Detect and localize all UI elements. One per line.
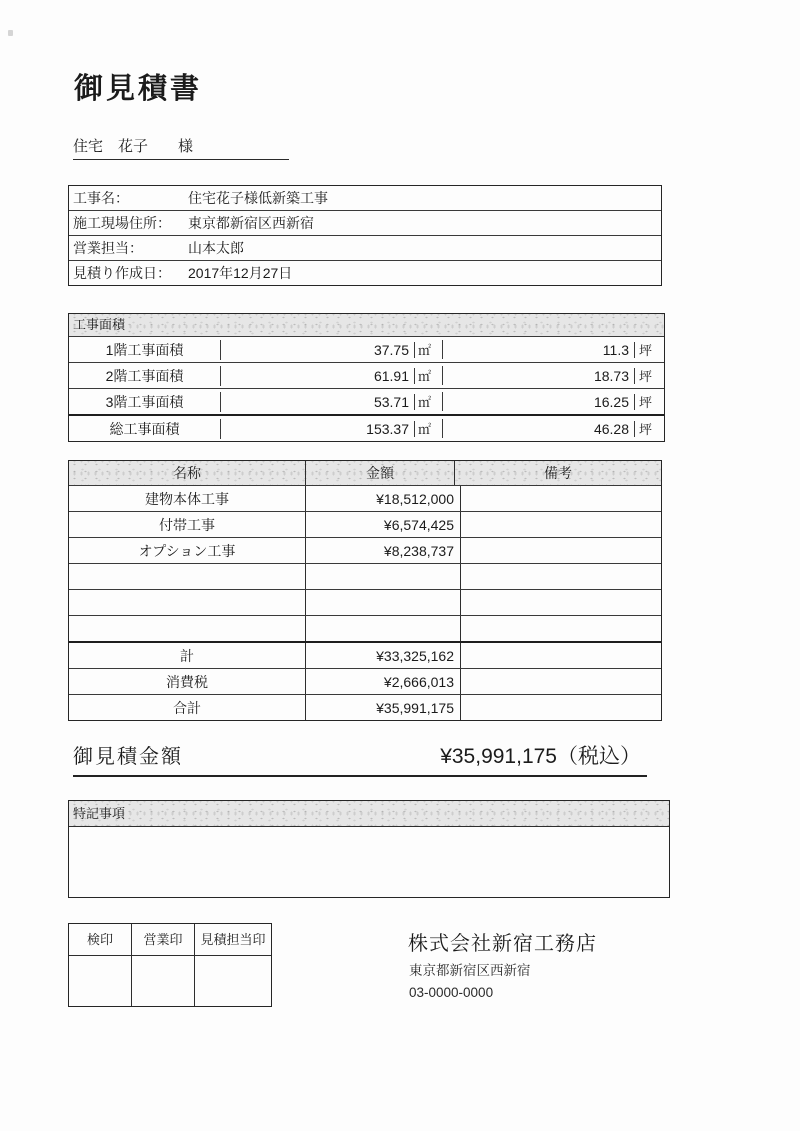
unit-m2: ㎡ bbox=[415, 419, 443, 438]
unit-tsubo: 坪 bbox=[639, 369, 653, 384]
estimate-total-line bbox=[73, 740, 647, 777]
cell-amount: ¥8,238,737 bbox=[306, 538, 461, 563]
cell-name bbox=[69, 616, 306, 641]
table-row bbox=[69, 485, 661, 511]
company-address: 東京都新宿区西新宿 bbox=[409, 963, 531, 978]
info-value: 2017年12月27日 bbox=[188, 265, 293, 281]
info-label: 営業担当： bbox=[73, 240, 143, 256]
cell-name: 計 bbox=[69, 643, 306, 668]
stamp-cell-empty bbox=[131, 955, 194, 1006]
cell-amount: ¥6,574,425 bbox=[306, 512, 461, 537]
table-row bbox=[69, 235, 661, 260]
area-m2-value: 37.75 bbox=[221, 342, 415, 358]
cell-name: 消費税 bbox=[69, 669, 306, 694]
area-m2-value: 61.91 bbox=[221, 368, 415, 384]
page-title: 御見積書 bbox=[74, 73, 203, 105]
project-info-table bbox=[68, 185, 662, 286]
stamp-header-sales: 営業印 bbox=[131, 924, 194, 955]
table-row bbox=[69, 537, 661, 563]
cell-amount: ¥33,325,162 bbox=[306, 643, 461, 668]
area-tsubo-value: 16.25 bbox=[460, 394, 635, 410]
cell-name: 付帯工事 bbox=[69, 512, 306, 537]
cell-amount: ¥18,512,000 bbox=[306, 486, 461, 511]
info-label: 施工現場住所： bbox=[73, 215, 171, 231]
approval-stamp-table bbox=[68, 923, 272, 1007]
table-row-subtotal bbox=[69, 641, 661, 668]
table-row-empty bbox=[69, 615, 661, 641]
stamp-header-inspection: 検印 bbox=[86, 932, 113, 947]
cell-amount bbox=[306, 616, 461, 641]
table-row bbox=[69, 511, 661, 537]
special-notes-box bbox=[68, 800, 670, 898]
unit-tsubo: 坪 bbox=[639, 343, 653, 358]
stamp-body-row bbox=[69, 955, 271, 1006]
area-table-header: 工事面積 bbox=[69, 314, 664, 337]
company-name: 株式会社新宿工務店 bbox=[408, 933, 597, 955]
column-header-note: 備考 bbox=[544, 465, 572, 481]
stamp-header-estimator: 見積担当印 bbox=[194, 924, 271, 955]
info-label: 見積り作成日： bbox=[73, 265, 171, 281]
unit-m2: ㎡ bbox=[415, 392, 443, 411]
info-value: 東京都新宿区西新宿 bbox=[188, 215, 314, 231]
cell-name bbox=[69, 590, 306, 615]
column-header-amount: 金額 bbox=[306, 461, 455, 485]
area-label: 3階工事面積 bbox=[69, 392, 221, 412]
table-row-grand-total bbox=[69, 694, 661, 720]
unit-m2: ㎡ bbox=[415, 366, 443, 385]
cell-amount: ¥2,666,013 bbox=[306, 669, 461, 694]
info-value: 山本太郎 bbox=[188, 240, 244, 256]
area-label: 2階工事面積 bbox=[69, 366, 221, 386]
area-m2-value: 53.71 bbox=[221, 394, 415, 410]
total-label: 御見積金額 bbox=[73, 746, 183, 768]
table-row bbox=[69, 388, 664, 414]
cell-amount bbox=[306, 590, 461, 615]
company-phone: 03-0000-0000 bbox=[409, 985, 494, 1000]
table-row bbox=[69, 210, 661, 235]
area-label: 1階工事面積 bbox=[69, 340, 221, 360]
stamp-cell-empty bbox=[69, 955, 131, 1006]
unit-m2: ㎡ bbox=[415, 340, 443, 359]
area-tsubo-value: 18.73 bbox=[460, 368, 635, 384]
cell-name: 合計 bbox=[69, 695, 306, 720]
area-label: 総工事面積 bbox=[69, 419, 221, 439]
customer-name: 住宅 花子 様 bbox=[73, 135, 289, 160]
table-row-total bbox=[69, 414, 664, 441]
table-row bbox=[69, 186, 661, 210]
info-label: 工事名： bbox=[73, 190, 129, 206]
table-row-empty bbox=[69, 589, 661, 615]
cell-amount: ¥35,991,175 bbox=[306, 695, 461, 720]
area-tsubo-value: 46.28 bbox=[460, 421, 635, 437]
info-value: 住宅花子様低新築工事 bbox=[188, 190, 328, 206]
table-row bbox=[69, 260, 661, 285]
table-header-row bbox=[69, 461, 661, 485]
column-header-name: 名称 bbox=[69, 461, 306, 485]
notes-body-empty bbox=[69, 827, 669, 897]
table-row bbox=[69, 362, 664, 388]
stamp-cell-empty bbox=[194, 955, 271, 1006]
cell-name: 建物本体工事 bbox=[69, 486, 306, 511]
table-row-empty bbox=[69, 563, 661, 589]
scan-artifact-speck bbox=[8, 30, 13, 36]
area-tsubo-value: 11.3 bbox=[460, 342, 635, 358]
total-amount: ¥35,991,175（税込） bbox=[440, 745, 641, 768]
unit-tsubo: 坪 bbox=[639, 395, 653, 410]
unit-tsubo: 坪 bbox=[639, 422, 653, 437]
table-row bbox=[69, 337, 664, 362]
stamp-header-row bbox=[69, 924, 271, 955]
construction-area-table bbox=[68, 313, 665, 442]
area-m2-value: 153.37 bbox=[221, 421, 415, 437]
notes-header: 特記事項 bbox=[69, 801, 669, 827]
cost-breakdown-table bbox=[68, 460, 662, 721]
cell-name: オプション工事 bbox=[69, 538, 306, 563]
table-row-tax bbox=[69, 668, 661, 694]
cell-name bbox=[69, 564, 306, 589]
cell-amount bbox=[306, 564, 461, 589]
